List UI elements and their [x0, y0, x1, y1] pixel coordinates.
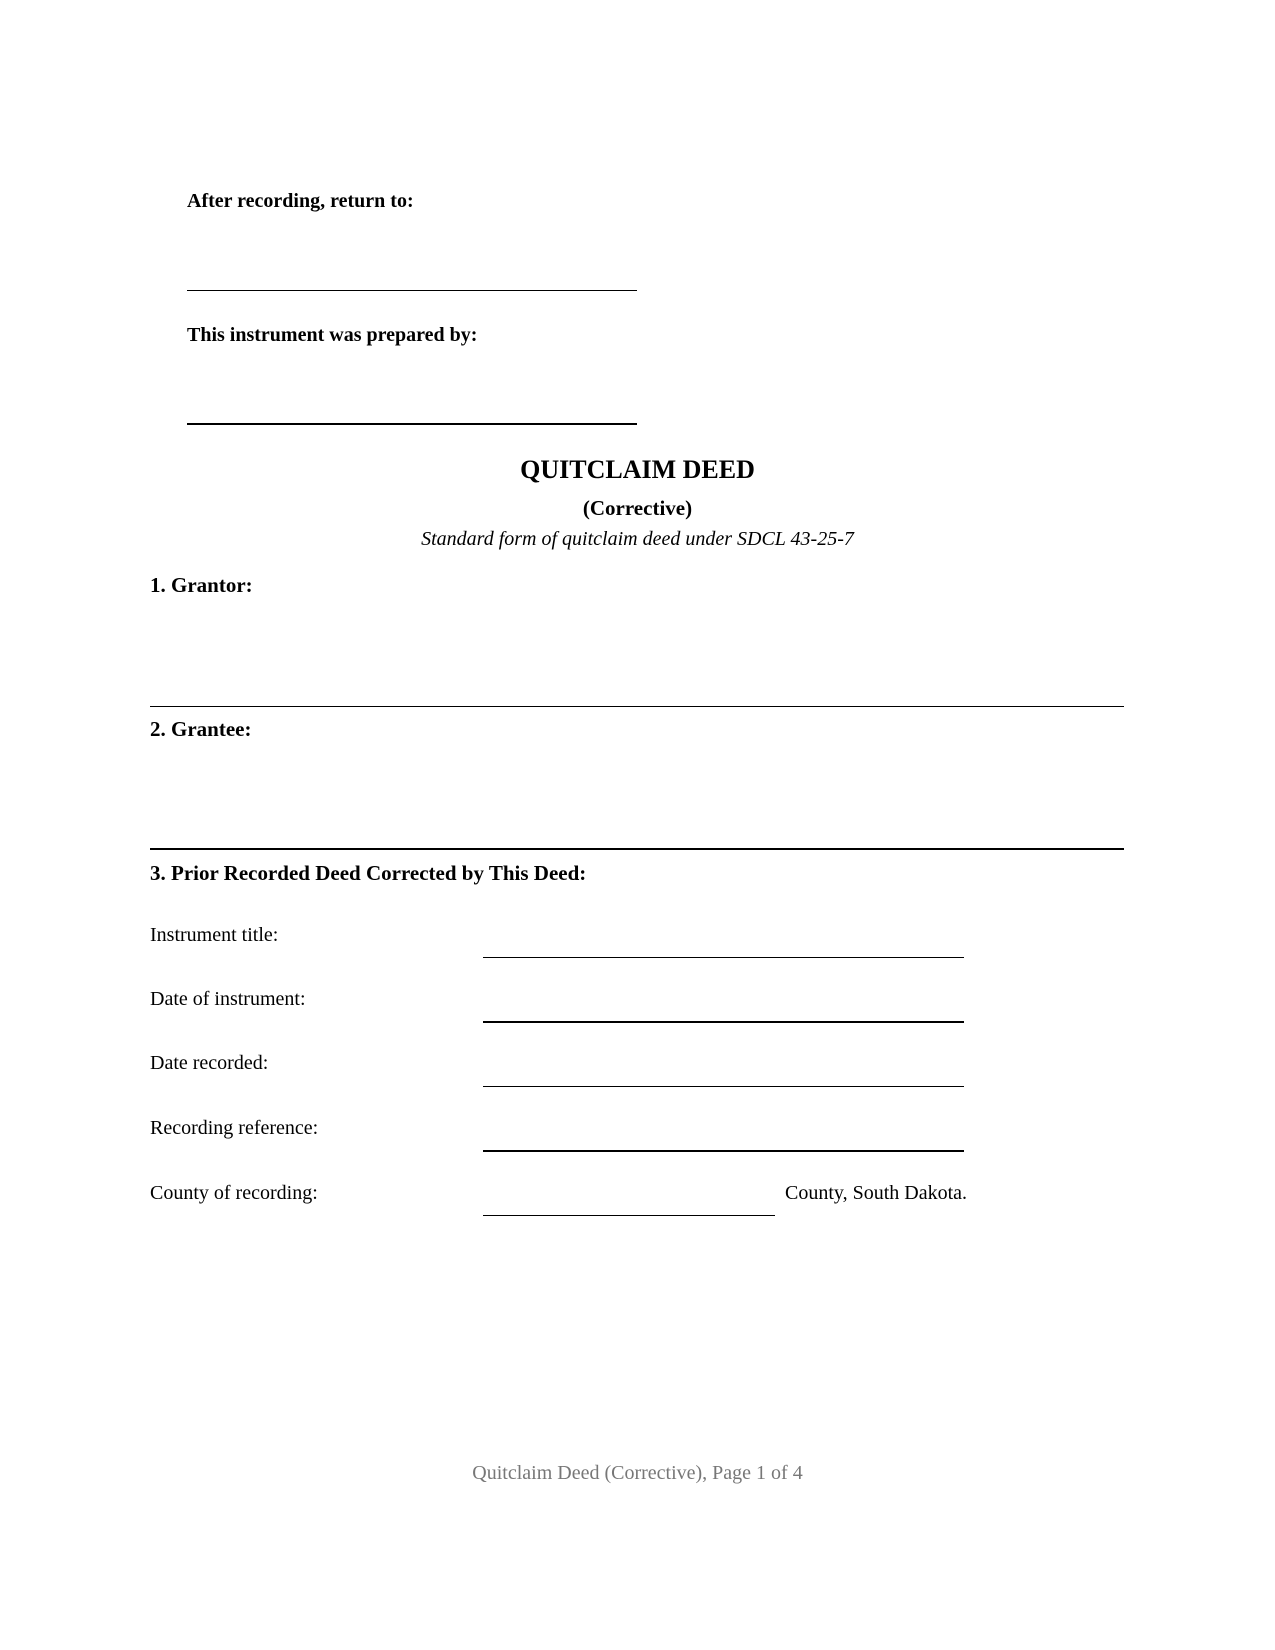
page-footer: Quitclaim Deed (Corrective), Page 1 of 4: [472, 1462, 803, 1484]
prepared-by-label: This instrument was prepared by:: [187, 324, 478, 346]
county-of-recording-label: County of recording:: [150, 1182, 318, 1204]
document-title: QUITCLAIM DEED: [520, 455, 755, 484]
date-of-instrument-line[interactable]: [483, 1021, 964, 1023]
prepared-by-blank-line[interactable]: [187, 423, 637, 425]
county-of-recording-line[interactable]: [483, 1215, 775, 1216]
date-of-instrument-label: Date of instrument:: [150, 988, 306, 1010]
prior-deed-heading: 3. Prior Recorded Deed Corrected by This Deed:: [150, 861, 587, 885]
county-suffix-text: County, South Dakota.: [785, 1182, 968, 1204]
form-statute-note: Standard form of quitclaim deed under SDCL 43-25-7: [421, 528, 854, 550]
instrument-title-label: Instrument title:: [150, 924, 279, 946]
grantor-heading: 1. Grantor:: [150, 573, 253, 597]
date-recorded-label: Date recorded:: [150, 1052, 269, 1074]
recording-reference-line[interactable]: [483, 1150, 964, 1152]
document-subtitle: (Corrective): [582, 496, 693, 520]
grantee-entry-line[interactable]: [150, 848, 1124, 850]
date-recorded-line[interactable]: [483, 1086, 964, 1087]
instrument-title-line[interactable]: [483, 957, 964, 958]
recording-reference-label: Recording reference:: [150, 1117, 319, 1139]
grantee-heading: 2. Grantee:: [150, 717, 252, 741]
return-to-label: After recording, return to:: [187, 190, 414, 212]
return-to-blank-line[interactable]: [187, 290, 637, 291]
grantor-entry-line[interactable]: [150, 706, 1124, 707]
